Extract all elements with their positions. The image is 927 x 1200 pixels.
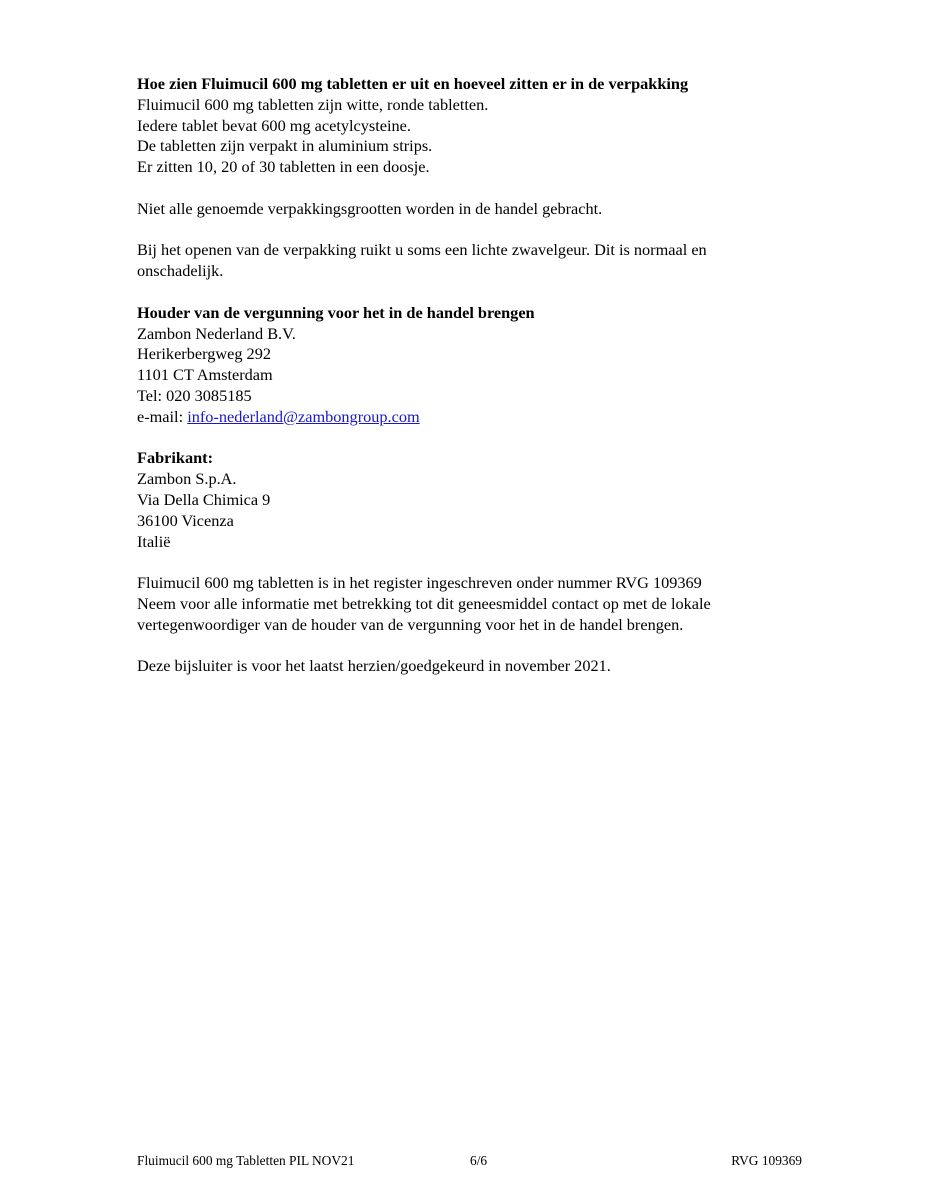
spacer <box>137 428 793 449</box>
spacer <box>137 282 793 303</box>
manufacturer-street: Via Della Chimica 9 <box>137 489 271 509</box>
paragraph-local-representative: Neem voor alle informatie met betrekking tot dit geneesmiddel contact op met de lokale vertegenwoordiger van de houder van de vergunning voor het in de handel brengen. <box>137 593 711 634</box>
manufacturer-city: 36100 Vicenza <box>137 510 234 530</box>
license-holder-email-line <box>137 407 793 428</box>
manufacturer-company: Zambon S.p.A. <box>137 469 237 489</box>
email-link[interactable]: info-nederland@zambongroup.com <box>187 406 420 426</box>
section-heading-manufacturer: Fabrikant: <box>137 448 213 468</box>
license-holder-city: 1101 CT Amsterdam <box>137 365 273 385</box>
spacer <box>137 636 793 657</box>
footer-registration-number: RVG 109369 <box>731 1153 802 1168</box>
license-holder-company: Zambon Nederland B.V. <box>137 323 296 343</box>
packaging-line-1: Fluimucil 600 mg tabletten zijn witte, ronde tabletten. <box>137 94 489 114</box>
section-heading-packaging: Hoe zien Fluimucil 600 mg tabletten er uit en hoeveel zitten er in de verpakking <box>137 74 689 93</box>
packaging-line-4: Er zitten 10, 20 of 30 tabletten in een doosje. <box>137 157 430 177</box>
paragraph-revision-date: Deze bijsluiter is voor het laatst herzien/goedgekeurd in november 2021. <box>137 656 611 676</box>
section-heading-license-holder: Houder van de vergunning voor het in de handel brengen <box>137 302 535 322</box>
spacer <box>137 178 793 199</box>
paragraph-sulphur-smell: Bij het openen van de verpakking ruikt u soms een lichte zwavelgeur. Dit is normaal en onschadelijk. <box>137 240 707 281</box>
footer-page-number: 6/6 <box>470 1153 488 1168</box>
footer-document-title: Fluimucil 600 mg Tabletten PIL NOV21 <box>137 1153 355 1168</box>
spacer <box>137 220 793 241</box>
paragraph-registration: Fluimucil 600 mg tabletten is in het register ingeschreven onder nummer RVG 109369 <box>137 573 702 593</box>
packaging-line-2: Iedere tablet bevat 600 mg acetylcysteine. <box>137 115 411 135</box>
email-label: e-mail: <box>137 406 188 426</box>
license-holder-street: Herikerbergweg 292 <box>137 344 271 364</box>
paragraph-not-all-sizes: Niet alle genoemde verpakkingsgrootten worden in de handel gebracht. <box>137 198 603 218</box>
packaging-line-3: De tabletten zijn verpakt in aluminium strips. <box>137 136 433 156</box>
document-body <box>137 74 793 677</box>
license-holder-phone: Tel: 020 3085185 <box>137 385 252 405</box>
spacer <box>137 552 793 573</box>
manufacturer-country: Italië <box>137 531 171 551</box>
